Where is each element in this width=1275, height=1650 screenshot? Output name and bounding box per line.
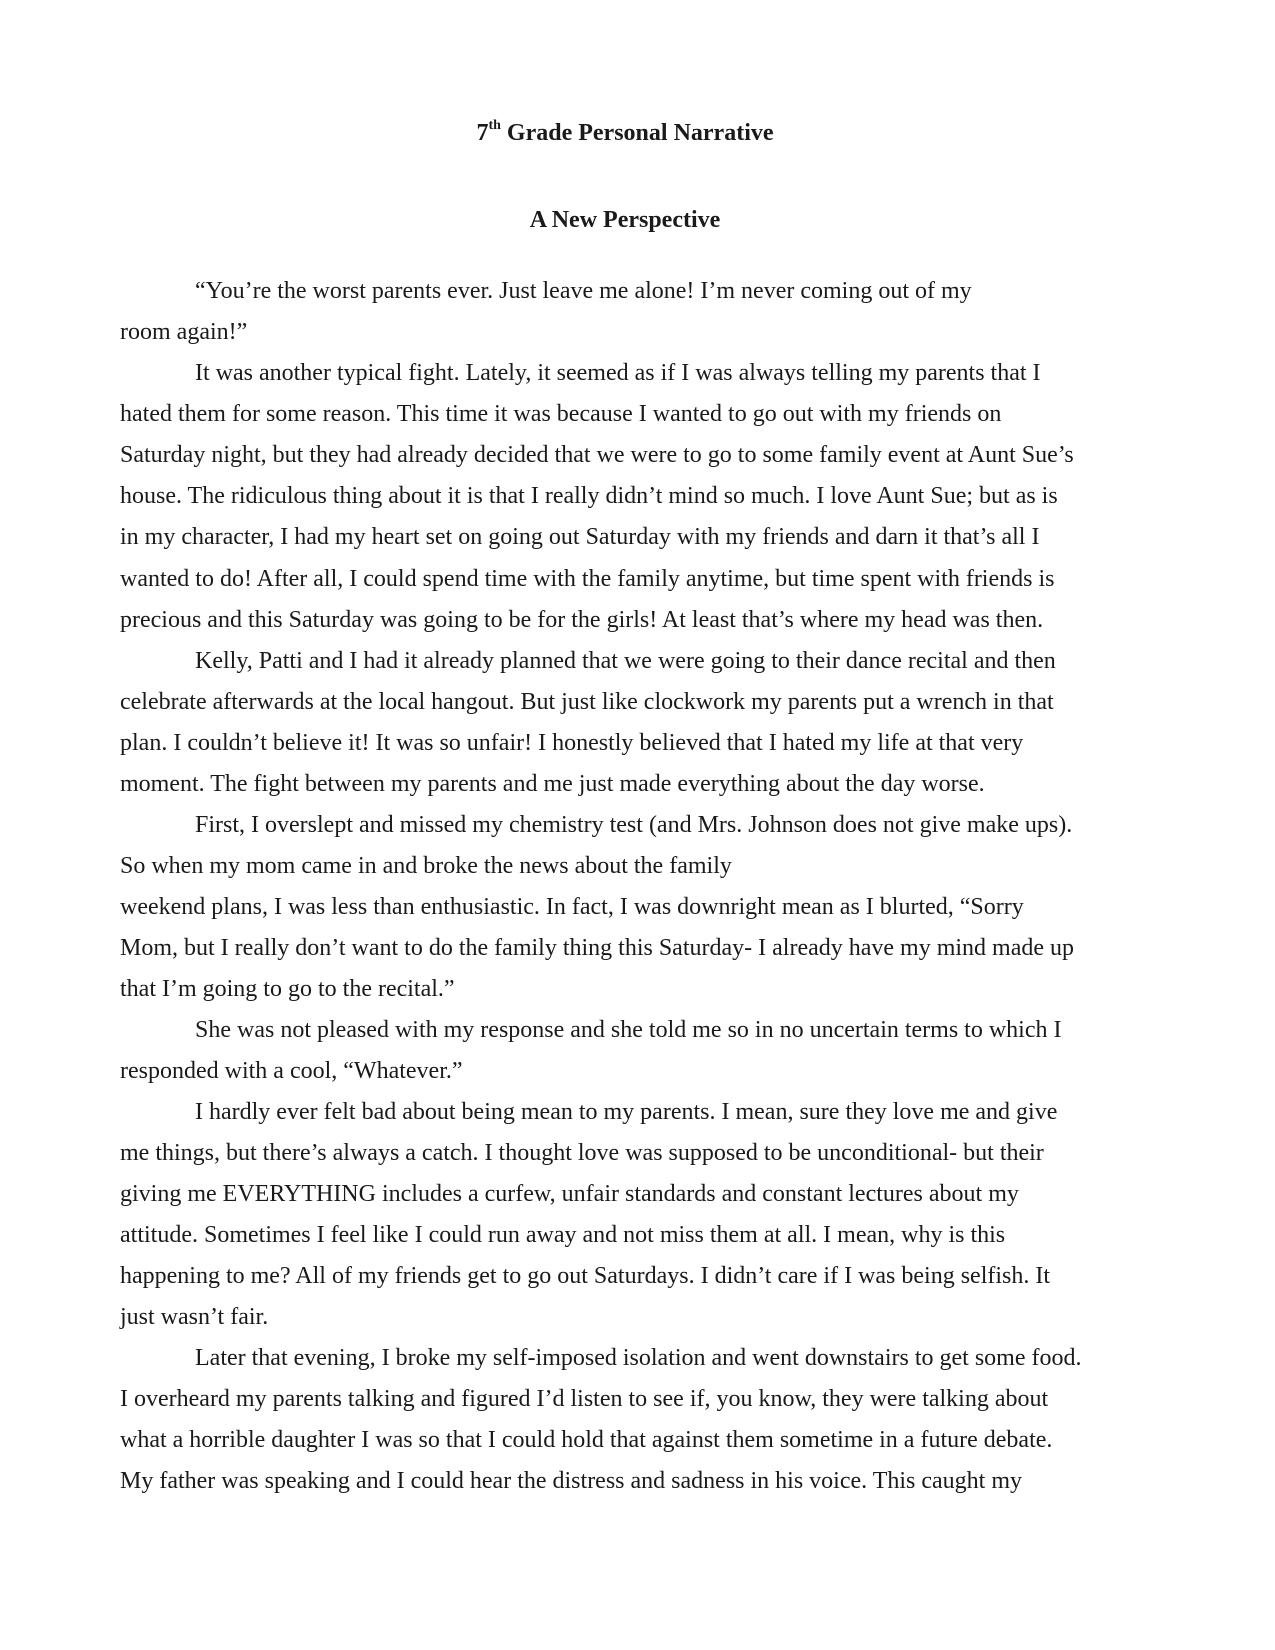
text-line: happening to me? All of my friends get to go out Saturdays. I didn’t care if I was being selfish. It xyxy=(120,1263,1051,1289)
text-line: My father was speaking and I could hear the distress and sadness in his voice. This caught my xyxy=(120,1468,1023,1494)
text-line: I hardly ever felt bad about being mean to my parents. I mean, sure they love me and give xyxy=(195,1099,1058,1125)
text-line: what a horrible daughter I was so that I could hold that against them sometime in a future debate. xyxy=(120,1427,1053,1453)
text-line: attitude. Sometimes I feel like I could run away and not miss them at all. I mean, why is this xyxy=(120,1222,1006,1248)
title-text: Grade Personal Narrative xyxy=(500,120,774,146)
document-subtitle: A New Perspective xyxy=(529,207,721,233)
text-line: precious and this Saturday was going to be for the girls! At least that’s where my head was then. xyxy=(120,607,1044,633)
text-line: weekend plans, I was less than enthusiastic. In fact, I was downright mean as I blurted, “Sorry xyxy=(120,894,1024,920)
text-line: It was another typical fight. Lately, it seemed as if I was always telling my parents that I xyxy=(195,360,1041,386)
text-line: Mom, but I really don’t want to do the family thing this Saturday- I already have my mind made up xyxy=(120,935,1075,961)
text-line: me things, but there’s always a catch. I thought love was supposed to be unconditional- but their xyxy=(120,1140,1044,1166)
text-line: hated them for some reason. This time it was because I wanted to go out with my friends on xyxy=(120,401,1002,427)
text-line: First, I overslept and missed my chemistry test (and Mrs. Johnson does not give make ups). xyxy=(195,812,1073,838)
text-line: giving me EVERYTHING includes a curfew, unfair standards and constant lectures about my xyxy=(120,1181,1019,1207)
document-title xyxy=(0,120,1250,147)
text-line: responded with a cool, “Whatever.” xyxy=(120,1058,463,1084)
text-line: I overheard my parents talking and figured I’d listen to see if, you know, they were talking about xyxy=(120,1386,1049,1412)
text-line: Later that evening, I broke my self-imposed isolation and went downstairs to get some food. xyxy=(195,1345,1082,1371)
text-line: moment. The fight between my parents and me just made everything about the day worse. xyxy=(120,771,985,797)
text-line: that I’m going to go to the recital.” xyxy=(120,976,455,1002)
text-line: Saturday night, but they had already decided that we were to go to some family event at Aunt Sue’s xyxy=(120,442,1074,468)
text-line: room again!” xyxy=(120,319,248,345)
text-line: So when my mom came in and broke the news about the family xyxy=(120,853,732,879)
text-line: plan. I couldn’t believe it! It was so unfair! I honestly believed that I hated my life at that very xyxy=(120,730,1024,756)
text-line: house. The ridiculous thing about it is that I really didn’t mind so much. I love Aunt Sue; but as is xyxy=(120,483,1058,509)
text-line: “You’re the worst parents ever. Just leave me alone! I’m never coming out of my xyxy=(195,278,972,304)
text-line: in my character, I had my heart set on going out Saturday with my friends and darn it that’s all I xyxy=(120,524,1040,550)
text-line: just wasn’t fair. xyxy=(120,1304,269,1330)
text-line: wanted to do! After all, I could spend time with the family anytime, but time spent with friends is xyxy=(120,566,1055,592)
title-ordinal-suffix: th xyxy=(488,118,501,133)
text-line: She was not pleased with my response and she told me so in no uncertain terms to which I xyxy=(195,1017,1062,1043)
text-line: Kelly, Patti and I had it already planned that we were going to their dance recital and then xyxy=(195,648,1056,674)
text-line: celebrate afterwards at the local hangout. But just like clockwork my parents put a wrench in that xyxy=(120,689,1054,715)
title-number: 7 xyxy=(476,120,489,146)
